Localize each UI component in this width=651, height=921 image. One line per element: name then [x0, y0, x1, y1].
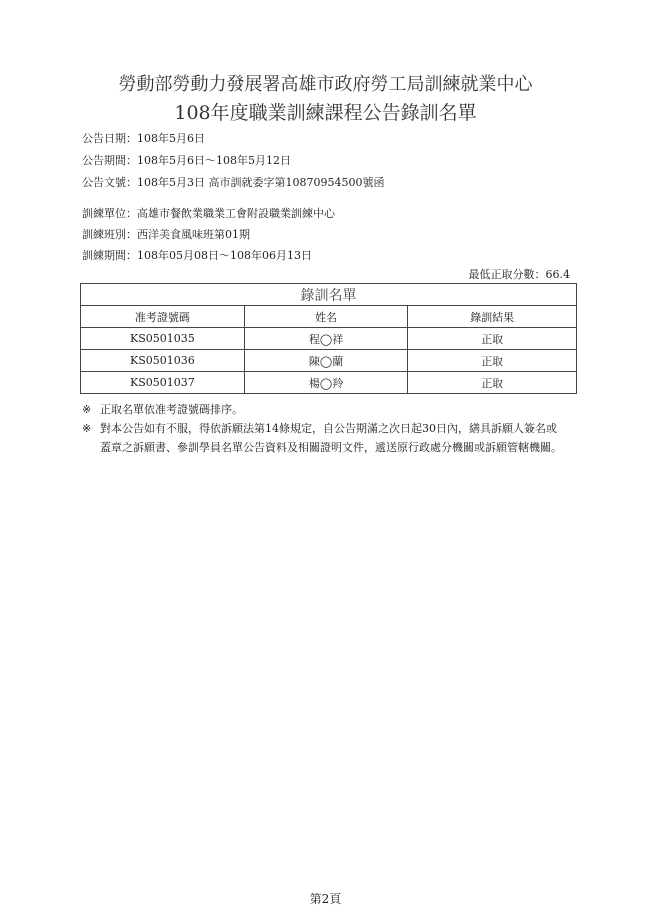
header-exam-number: 准考證號碼: [81, 306, 245, 328]
exam-number-cell: KS0501037: [81, 372, 245, 394]
document-title: 108年度職業訓練課程公告錄訓名單: [174, 102, 477, 124]
announcement-date: 公告日期：108年5月6日: [82, 132, 205, 145]
roster-table: [80, 283, 577, 394]
exam-number-cell: KS0501036: [81, 350, 245, 372]
table-row: [81, 328, 577, 350]
result-cell: 正取: [408, 350, 577, 372]
note-text: 正取名單依准考證號碼排序。: [100, 403, 243, 416]
training-period: 訓練期間：108年05月08日～108年06月13日: [82, 249, 312, 262]
roster-caption: 錄訓名單: [81, 284, 577, 306]
notes-section: [82, 400, 562, 457]
header-result: 錄訓結果: [408, 306, 577, 328]
note-text: 對本公告如有不服，得依訴願法第14條規定，自公告期滿之次日起30日內，繕具訴願人簽名或蓋章之訴願書、參訓學員名單公告資料及相關證明文件，遞送原行政處分機關或訴願管轄機關。: [100, 422, 562, 454]
exam-number-cell: KS0501035: [81, 328, 245, 350]
table-row: [81, 350, 577, 372]
reference-mark-icon: ※: [82, 422, 92, 435]
table-row: [81, 372, 577, 394]
name-cell: 程◯祥: [244, 328, 408, 350]
result-cell: 正取: [408, 328, 577, 350]
announcement-period: 公告期間：108年5月6日～108年5月12日: [82, 154, 291, 167]
note-item: [82, 400, 562, 419]
announcement-doc-no: 公告文號：108年5月3日 高市訓就委字第10870954500號函: [82, 176, 385, 189]
min-score: 最低正取分數：66.4: [468, 268, 570, 281]
training-class: 訓練班別：西洋美食風味班第01期: [82, 228, 250, 241]
training-unit: 訓練單位：高雄市餐飲業職業工會附設職業訓練中心: [82, 207, 335, 220]
reference-mark-icon: ※: [82, 403, 92, 416]
result-cell: 正取: [408, 372, 577, 394]
name-cell: 陳◯蘭: [244, 350, 408, 372]
org-title: 勞動部勞動力發展署高雄市政府勞工局訓練就業中心: [118, 74, 533, 95]
note-item: [82, 419, 562, 457]
header-name: 姓名: [244, 306, 408, 328]
name-cell: 楊◯羚: [244, 372, 408, 394]
page-number: 第2頁: [309, 892, 342, 906]
